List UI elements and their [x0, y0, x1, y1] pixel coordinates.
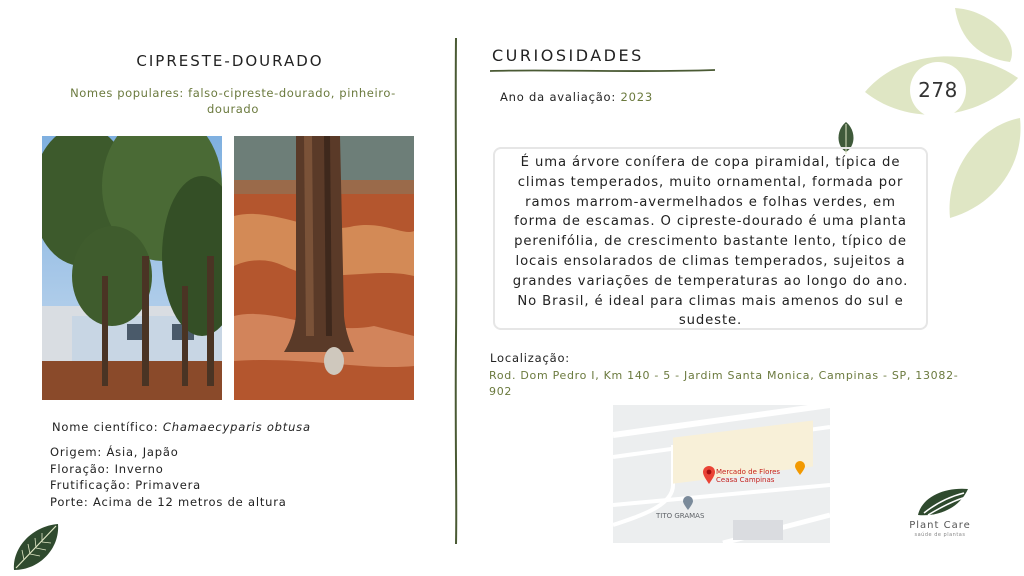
title-underline	[490, 68, 715, 74]
map-marker-label: Mercado de Flores Ceasa Campinas	[716, 468, 781, 484]
food-pin-icon[interactable]	[794, 460, 806, 476]
fact-flowering: Floração: Inverno	[50, 461, 164, 476]
trunk-photo	[234, 136, 414, 400]
location-label: Localização:	[490, 351, 570, 365]
scientific-name-line	[52, 420, 311, 434]
fact-fruiting: Frutificação: Primavera	[50, 478, 202, 492]
column-divider	[453, 38, 459, 544]
description-box: É uma árvore conífera de copa piramidal, típica de climas temperados, muito ornamental, formada por ramos marrom-avermelhados e folhas verdes, em forma de escamas. O cipreste-dourado é uma planta perenifólia, de crescimento bastante lento, típico de locais ensolarados de climas temperados, sujeitos a grandes variações de temperaturas ao longo do ano. No Brasil, é ideal para climas mais amenos do sul e sudeste.	[493, 147, 928, 330]
place-pin-icon[interactable]	[682, 495, 694, 511]
scientific-name-label: Nome científico:	[52, 420, 159, 434]
logo-name: Plant Care	[909, 520, 971, 531]
location-address: Rod. Dom Pedro I, Km 140 - 5 - Jardim Santa Monica, Campinas - SP, 13082-902	[489, 369, 959, 398]
logo-tagline: saúde de plantas	[914, 532, 966, 538]
evaluation-year	[500, 90, 653, 104]
page-number-badge: 278	[910, 62, 966, 118]
location-pin-icon[interactable]	[702, 465, 716, 485]
map-place-label: TITO GRAMAS	[656, 512, 705, 520]
scientific-name: Chamaecyparis obtusa	[162, 420, 311, 434]
curiosities-title: CURIOSIDADES	[492, 46, 644, 65]
plant-title: CIPRESTE-DOURADO	[136, 52, 324, 70]
leaf-icon-bottom	[8, 520, 64, 576]
year-label: Ano da avaliação:	[500, 90, 617, 104]
plant-facts	[50, 444, 287, 510]
plant-care-logo-icon	[914, 485, 970, 519]
year-value: 2023	[620, 90, 654, 104]
fact-origin: Origem: Ásia, Japão	[50, 445, 179, 459]
tree-photo	[42, 136, 222, 400]
fact-size: Porte: Acima de 12 metros de altura	[50, 494, 287, 509]
popular-names: Nomes populares: falso-cipreste-dourado, pinheiro-dourado	[70, 86, 396, 116]
